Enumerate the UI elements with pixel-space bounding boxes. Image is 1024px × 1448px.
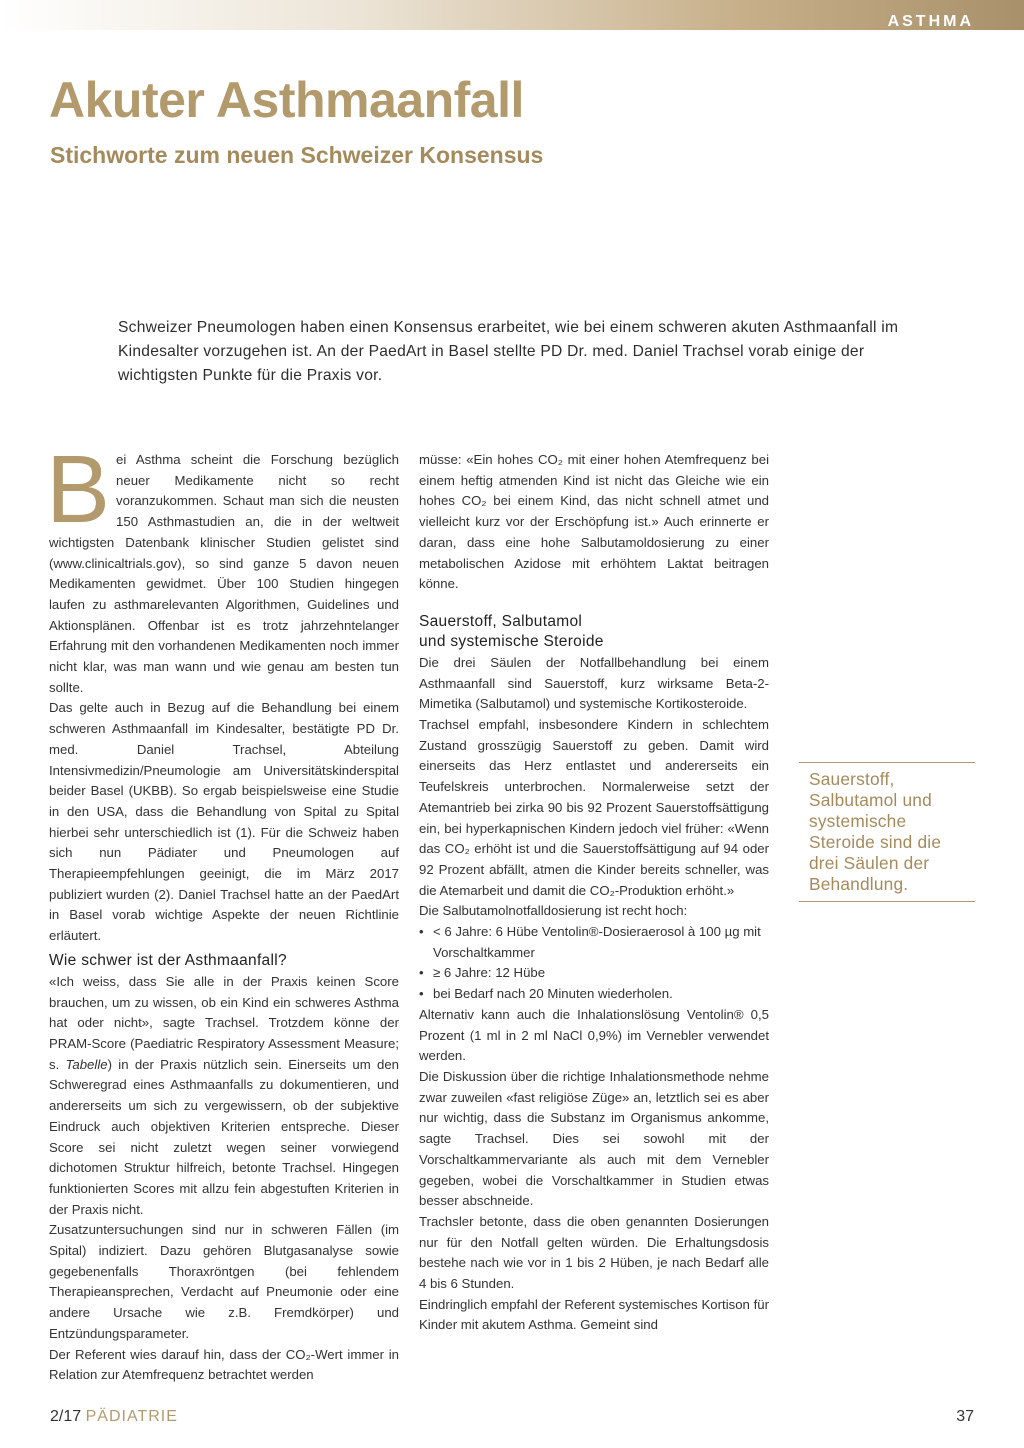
column-left — [46, 436, 399, 1386]
footer-issue — [50, 1407, 178, 1427]
article-lead: Schweizer Pneumologen haben einen Konsensus erarbeitet, wie bei einem schweren akuten Asthmaanfall im Kindesalter vorzugehen ist. An der PaedArt in Basel stellte PD Dr. med. Daniel Trachsel vorab einige der wichtigsten Punkte für die Praxis vor. — [118, 319, 899, 384]
dosage-list — [419, 922, 769, 1005]
paragraph: Trachsler betonte, dass die oben genannten Dosierungen nur für den Notfall gelten würden. Die Erhaltungsdosis bestehe nach wie vor in 1 bis 2 Hüben, je nach Bedarf alle 4 bis 6 Stunden. — [419, 1213, 769, 1292]
issue-number: 2/17 — [50, 1408, 82, 1425]
header-band — [0, 0, 1024, 30]
paragraph: Trachsel empfahl, insbesondere Kindern in schlechtem Zustand grosszügig Sauerstoff zu geben. Damit wird einerseits das Herz entlastet und andererseits ein Teufelskreis unterbrochen. Normalerweise setzt der Atemantrieb bei zirka 90 bis 92 Prozent Sauerstoffsättigung ein, bei hyperkapnischen Kindern jedoch viel früher: «Wenn das CO₂ erhöht ist und die Sauerstoffsättigung auf 94 oder 92 Prozent abfällt, atmen die Kinder bereits schneller, was die Atemarbeit und damit die CO₂-Produktion erhöht.» — [419, 717, 769, 898]
paragraph: Zusatzuntersuchungen sind nur in schweren Fällen (im Spital) indiziert. Dazu gehören Blutgasanalyse sowie gegebenenfalls Thoraxröntgen (bei fehlendem Therapieansprechen, Verdacht auf Pneumonie oder eine andere Ursache wie z.B. Fremdkörper) und Entzündungsparameter. — [49, 1222, 399, 1341]
paragraph: Das gelte auch in Bezug auf die Behandlung bei einem schweren Asthmaanfall im Kindesalter, bestätigte PD Dr. med. Daniel Trachsel, Abteilung Intensivmedizin/Pneumologie am Universitätskinderspital beider Basel (UKBB). So ergab beispielsweise eine Studie in den USA, dass die Behandlung von Spital zu Spital hierbei sehr unterschiedlich ist (1). Für die Schweiz haben sich nun Pädiater und Pneumologen auf Therapieempfehlungen geeinigt, die im März 2017 publiziert wurden (2). Daniel Trachsel hatte an der PaedArt in Basel vorab wichtige Aspekte der neuen Richtlinie erläutert. — [49, 700, 399, 944]
list-item: • bei Bedarf nach 20 Minuten wiederholen. — [419, 984, 769, 1005]
paragraph — [49, 972, 399, 1220]
pull-quote: Sauerstoff, Salbutamol und systemische Steroide sind die drei Säulen der Behandlung. — [799, 762, 975, 902]
drop-cap: B — [46, 436, 111, 543]
page-number: 37 — [956, 1408, 974, 1425]
section-tag: ASTHMA — [887, 13, 974, 30]
section-heading — [419, 612, 769, 652]
column-right — [419, 450, 769, 1336]
list-item: • < 6 Jahre: 6 Hübe Ventolin®-Dosieraerosol à 100 µg mit Vorschaltkammer — [419, 922, 769, 963]
paragraph: Die drei Säulen der Notfallbehandlung bei einem Asthmaanfall sind Sauerstoff, kurz wirksame Beta-2-Mimetika (Salbutamol) und systemische Kortikosteroide. — [419, 654, 769, 712]
paragraph-text: ) in der Praxis nützlich sein. Einerseits um den Schweregrad eines Asthmaanfalls zu dokumentieren, und andererseits um sich zu vergewissern, ob der subjektive Eindruck auch objektiven Kriterien entspreche. Dieser Score sei nicht zuletzt wegen seiner vorwiegend dichotomen Struktur hilfreich, betonte Trachsel. Hingegen funktionierten Scores mit allzu fein abgestuften Kriterien in der Praxis nicht. — [49, 1056, 399, 1217]
paragraph: Der Referent wies darauf hin, dass der CO₂-Wert immer in Relation zur Atemfrequenz betrachtet werden — [49, 1346, 399, 1383]
article-title: Akuter Asthmaanfall — [49, 72, 524, 128]
paragraph — [46, 436, 399, 698]
heading-line: Sauerstoff, Salbutamol — [419, 612, 583, 630]
article-subtitle: Stichworte zum neuen Schweizer Konsensus — [50, 142, 544, 168]
paragraph: Eindringlich empfahl der Referent systemisches Kortison für Kinder mit akutem Asthma. Gemeint sind — [419, 1296, 769, 1333]
paragraph: Die Salbutamolnotfalldosierung ist recht hoch: — [419, 903, 688, 919]
publication-name: PÄDIATRIE — [85, 1408, 178, 1425]
list-item: • ≥ 6 Jahre: 12 Hübe — [419, 963, 769, 984]
paragraph-text: ei Asthma scheint die Forschung bezüglich neuer Medikamente nicht so recht voranzukommen. Schaut man sich die neusten 150 Asthmastudien an, die in der weltweit wichtigsten Datenbank klinischer Studien gelistet sind (www.clinicaltrials.gov), so sind ganze 5 davon neuen Medikamenten gewidmet. Über 100 Studien hingegen laufen zu asthmarelevanten Algorithmen, Guidelines und Aktionsplänen. Offenbar ist es trotz jahrzehntelanger Erfahrung mit den vorhandenen Medikamenten noch immer nicht klar, was man wann und wie genau am besten tun sollte. — [49, 452, 399, 695]
table-reference: Tabelle — [65, 1056, 108, 1072]
paragraph: Alternativ kann auch die Inhalationslösung Ventolin® 0,5 Prozent (1 ml in 2 ml NaCl 0,9%) im Vernebler verwendet werden. — [419, 1006, 769, 1064]
paragraph: Die Diskussion über die richtige Inhalationsmethode nehme zwar zuweilen «fast religiöse Züge» an, letztlich sei es aber nur wichtig, dass die Substanz im Organismus ankomme, sagte Trachsel. Dies sei sowohl mit der Vorschaltkammervariante als auch mit dem Vernebler gegeben, wobei die Vorschaltkammer in Studien etwas besser abschneide. — [419, 1068, 769, 1209]
section-heading: Wie schwer ist der Asthmaanfall? — [49, 951, 287, 969]
paragraph: müsse: «Ein hohes CO₂ mit einer hohen Atemfrequenz bei einem heftig atmenden Kind ist nicht das Gleiche wie ein hohes CO₂ bei einem Kind, das nicht schnell atmet und vielleicht kurz vor der Erschöpfung ist.» Auch erinnerte er daran, dass eine hohe Salbutamoldosierung zu einer metabolischen Azidose mit erhöhtem Laktat beitragen könne. — [419, 452, 769, 592]
paragraph-text: «Ich weiss, dass Sie alle in der Praxis keinen Score brauchen, um zu wissen, ob ein Kind ein schweres Asthma hat oder nicht», sagte Trachsel. Trotzdem könne der PRAM-Score (Paediatric Respiratory Assessment Measure; s. — [49, 973, 399, 1072]
heading-line: und systemische Steroide — [419, 632, 604, 650]
